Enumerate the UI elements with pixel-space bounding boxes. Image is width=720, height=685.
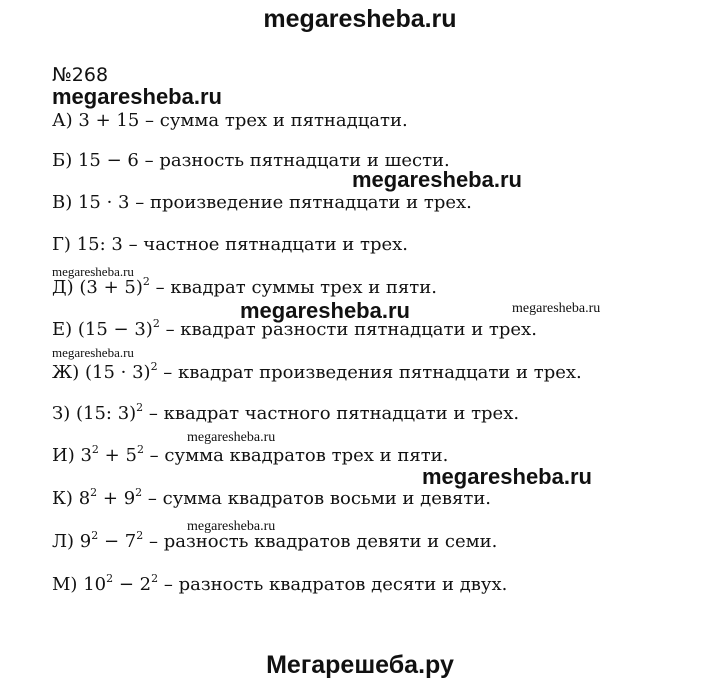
site-header: megaresheba.ru <box>263 5 457 33</box>
answer-line-g <box>52 233 408 257</box>
item-letter: Ж) <box>52 362 80 383</box>
watermark-text: megaresheba.ru <box>52 264 134 279</box>
item-expression: 15: 3 <box>76 234 123 255</box>
exponent: 2 <box>135 486 143 499</box>
answer-line-a <box>52 109 408 133</box>
item-letter: Б) <box>52 150 73 171</box>
answer-line-v <box>52 191 472 215</box>
item-letter: К) <box>52 488 73 509</box>
exponent: 2 <box>106 572 114 585</box>
item-expression: 15 − 6 <box>77 150 139 171</box>
item-description: – разность пятнадцати и шести. <box>144 150 450 171</box>
item-expression: $(15 \cdot 3)^2$ <box>84 360 158 383</box>
answer-line-zh <box>52 361 582 385</box>
item-expression: 3 + 15 <box>78 110 140 131</box>
item-expression: $(15 - 3)^2$ <box>77 317 160 340</box>
item-letter: Е) <box>52 319 73 340</box>
problem-number: №268 <box>52 64 109 86</box>
watermark-text: megaresheba.ru <box>52 84 222 109</box>
answer-line-i <box>52 444 448 468</box>
item-expression: $8^2 + 9^2$ <box>78 486 143 509</box>
watermark-text: megaresheba.ru <box>352 167 522 192</box>
exponent: 2 <box>90 486 98 499</box>
exponent: 2 <box>142 275 150 288</box>
item-description: – квадрат частного пятнадцати и трех. <box>148 403 520 424</box>
item-expression: $3^2 + 5^2$ <box>80 443 144 466</box>
item-description: – квадрат произведения пятнадцати и трех. <box>163 362 582 383</box>
item-description: – сумма трех и пятнадцати. <box>145 110 408 131</box>
item-description: – произведение пятнадцати и трех. <box>135 192 472 213</box>
exponent: 2 <box>150 360 158 373</box>
answer-line-m <box>52 573 507 597</box>
item-description: – сумма квадратов трех и пяти. <box>149 445 449 466</box>
answer-line-z <box>52 402 519 426</box>
exponent: 2 <box>91 529 99 542</box>
exponent: 2 <box>136 443 144 456</box>
item-expression: 15 · 3 <box>77 192 130 213</box>
item-letter: Л) <box>52 531 75 552</box>
watermark-text: megaresheba.ru <box>240 298 410 323</box>
item-letter: Г) <box>52 234 71 255</box>
item-description: – квадрат разности пятнадцати и трех. <box>165 319 537 340</box>
item-description: – квадрат суммы трех и пяти. <box>155 277 437 298</box>
watermark-text: megaresheba.ru <box>422 464 592 489</box>
watermark-text: megaresheba.ru <box>52 345 134 360</box>
item-letter: В) <box>52 192 73 213</box>
item-letter: И) <box>52 445 75 466</box>
answer-line-k <box>52 487 491 511</box>
exponent: 2 <box>152 317 160 330</box>
item-letter: Д) <box>52 277 74 298</box>
item-letter: М) <box>52 574 78 595</box>
item-letter: З) <box>52 403 71 424</box>
item-expression: (15: 3)$^2$ <box>75 401 144 424</box>
exponent: 2 <box>151 572 159 585</box>
item-expression: $(3 + 5)^2$ <box>79 275 150 298</box>
item-expression: $10^2 - 2^2$ <box>83 572 159 595</box>
item-description: – частное пятнадцати и трех. <box>128 234 409 255</box>
item-description: – сумма квадратов восьми и девяти. <box>147 488 492 509</box>
item-description: – разность квадратов десяти и двух. <box>163 574 508 595</box>
site-footer: Мегарешеба.ру <box>266 651 454 679</box>
item-description: – разность квадратов девяти и семи. <box>148 531 498 552</box>
watermark-text: megaresheba.ru <box>187 519 276 534</box>
exponent: 2 <box>136 529 144 542</box>
watermark-text: megaresheba.ru <box>187 430 276 445</box>
item-expression: $9^2 - 7^2$ <box>79 529 144 552</box>
exponent: 2 <box>91 443 99 456</box>
watermark-text: megaresheba.ru <box>512 301 601 316</box>
exponent: 2 <box>136 401 144 414</box>
item-letter: А) <box>52 110 73 131</box>
